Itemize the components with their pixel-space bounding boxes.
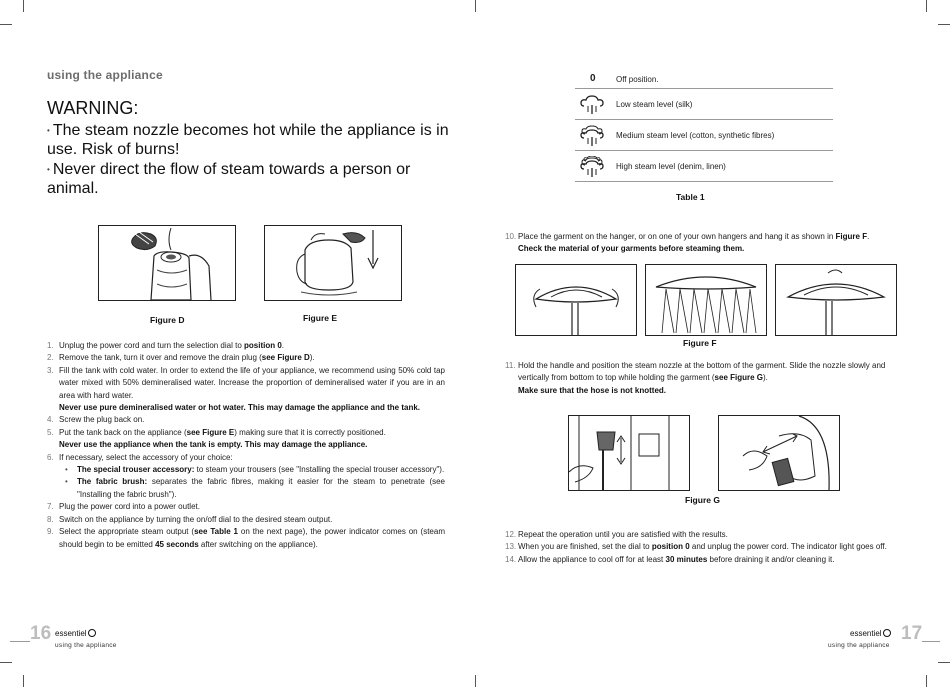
list-item: 13. When you are finished, set the dial to position 0 and unplug the power cord. The indicator light goes off. (505, 542, 887, 552)
list-item: 7. Plug the power cord into a power outlet. (47, 502, 200, 512)
table-row: 0 Off position. (575, 70, 833, 89)
footer-subtitle: using the appliance (828, 642, 890, 649)
list-item: 8. Switch on the appliance by turning the on/off dial to the desired steam output. (47, 514, 333, 524)
crop-mark (938, 24, 950, 25)
list-item: 2. Remove the tank, turn it over and remove the drain plug (see Figure D). (47, 353, 315, 363)
list-item: 6. If necessary, select the accessory of your choice: • The special trouser accessory: to steam your trousers (see "Installing the special trouser accessory"). • The fabric brush: separates the fabric fibres, making it easier for the steam to penetrate (see "Installing the fabric brush"). (47, 452, 445, 502)
figure-d-caption: Figure D (150, 315, 185, 325)
brand-logo: essentiel (55, 629, 96, 638)
figure-d-illustration (98, 225, 236, 301)
list-item: 4. Screw the plug back on. (47, 415, 145, 425)
crop-mark (23, 675, 24, 687)
crop-mark (938, 662, 950, 663)
brand-logo: essentiel (850, 629, 891, 638)
list-item: 3. Fill the tank with cold water. In order to extend the life of your appliance, we recommend using 50% cold tap water mixed with 50% demineralised water. Increase the proportion of demineralised water if you are in an area with hard water. Never use pure demineralised water or hot water. This may damage the appliance and the tank. (47, 365, 445, 413)
crop-mark (926, 0, 927, 12)
hanger-with-clothes-drawing (646, 265, 766, 335)
footer-subtitle: using the appliance (55, 642, 117, 649)
steaming-sleeve-drawing (719, 416, 839, 490)
list-item: 11. Hold the handle and position the steam nozzle at the bottom of the garment. Slide the nozzle slowly and vertically from bottom to top while holding the garment (see Figure G). Make sure that the hose is not knotted. (505, 361, 886, 395)
warning-note: Check the material of your garments before steaming them. (518, 244, 745, 254)
warning-item: • Never direct the flow of steam towards a person or animal. (47, 161, 411, 198)
brand-mark-icon (883, 629, 891, 637)
list-item: 1. Unplug the power cord and turn the selection dial to position 0. (47, 341, 285, 350)
list-item: 12. Repeat the operation until you are satisfied with the results. (505, 530, 728, 539)
steam-level-table (575, 70, 833, 182)
table-row: Low steam level (silk) (575, 89, 833, 120)
hanger-drawing (516, 265, 636, 335)
crop-mark (475, 0, 476, 12)
page-number: 16 (30, 623, 52, 644)
figure-f-hanger-rotate (515, 264, 637, 336)
section-title: using the appliance (47, 68, 163, 82)
footer-rule (922, 641, 940, 642)
steam-high-icon (579, 156, 605, 178)
instruction-list (505, 231, 905, 256)
steaming-shirt-drawing (569, 416, 689, 490)
off-symbol: 0 (590, 73, 596, 84)
figure-g-steaming-sleeve (718, 415, 840, 491)
figure-f-hanger-stand (775, 264, 897, 336)
footer-rule (10, 641, 30, 642)
instruction-list (47, 340, 445, 551)
warning-note: Never use pure demineralised water or hot water. This may damage the appliance and the tank. (59, 403, 421, 413)
crop-mark (0, 24, 12, 25)
table-caption: Table 1 (676, 192, 705, 202)
instruction-list (505, 529, 905, 566)
sub-item: • The special trouser accessory: to steam your trousers (see "Installing the special trouser accessory"). (65, 465, 445, 475)
crop-mark (23, 0, 24, 12)
figure-e-illustration (264, 225, 402, 301)
crop-mark (475, 675, 476, 687)
warning-title: WARNING: (47, 98, 139, 118)
hanger-stand-drawing (776, 265, 896, 335)
list-item: 14. Allow the appliance to cool off for at least 30 minutes before draining it and/or cleaning it. (505, 554, 835, 564)
brand-mark-icon (88, 629, 96, 637)
list-item: 9. Select the appropriate steam output (see Table 1 on the next page), the power indicator comes on (steam should begin to be emitted 45 seconds after switching on the appliance). (47, 527, 445, 549)
instruction-list (505, 360, 905, 397)
sub-item: • The fabric brush: separates the fabric fibres, making it easier for the steam to penetrate (see "Installing the fabric brush"). (65, 477, 446, 499)
tank-drain-plug-drawing (99, 226, 235, 300)
steam-medium-icon (579, 125, 605, 147)
warning-note: Make sure that the hose is not knotted. (518, 385, 667, 395)
list-item: 5. Put the tank back on the appliance (see Figure E) making sure that it is correctly positioned. Never use the appliance when the tank is empty. This may damage the appliance. (47, 427, 386, 450)
figure-e-caption: Figure E (303, 313, 338, 323)
crop-mark (0, 662, 12, 663)
crop-mark (926, 675, 927, 687)
warning-item: • The steam nozzle becomes hot while the appliance is in use. Risk of burns! (47, 122, 449, 159)
warning-note: Never use the appliance when the tank is empty. This may damage the appliance. (59, 440, 368, 450)
figure-g-steaming-shirt (568, 415, 690, 491)
table-row: High steam level (denim, linen) (575, 151, 833, 182)
list-item: 10. Place the garment on the hanger, or on one of your own hangers and hang it as shown in Figure F. Check the material of your garments before steaming them. (505, 232, 870, 254)
steam-low-icon (579, 94, 605, 116)
page-number: 17 (901, 623, 923, 644)
figure-g-caption: Figure G (685, 495, 720, 505)
figure-f-hanger-garments (645, 264, 767, 336)
table-row: Medium steam level (cotton, synthetic fibres) (575, 120, 833, 151)
tank-placement-drawing (265, 226, 401, 300)
figure-f-caption: Figure F (683, 338, 717, 348)
